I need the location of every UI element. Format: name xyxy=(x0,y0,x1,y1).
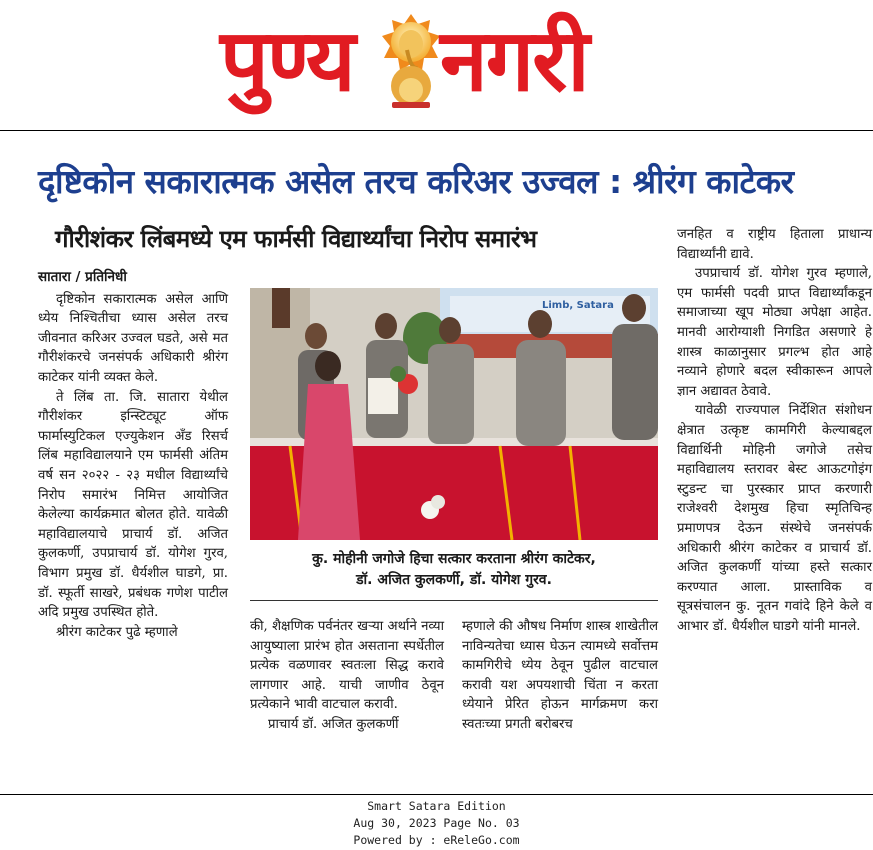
masthead-divider xyxy=(0,130,873,131)
paragraph: उपप्राचार्य डॉ. योगेश गुरव म्हणाले, एम फार्मसी पदवी प्राप्त विद्यार्थ्यांकडून समाजाच्या खूप मोठ्या अपेक्षा आहेत. मानवी आरोग्याशी निगडित असणारे हे शास्त्र काळानुसार प्रगल्भ होत आहे नव्याने होणारे बदल स्वीकारून आपले ज्ञान अद्यावत ठेवावे. xyxy=(677,266,872,399)
photo-caption-line-2: डॉ. अजित कुलकर्णी, डॉ. योगेश गुरव. xyxy=(356,572,552,588)
paragraph: प्राचार्य डॉ. अजित कुलकर्णी xyxy=(268,716,399,732)
caption-divider xyxy=(250,600,658,601)
paragraph: ते लिंब ता. जि. सातारा येथील गौरीशंकर इन्स्टिट्यूट ऑफ फार्मास्युटिकल एज्युकेशन अँड रिसर्च लिंब महाविद्यालयाने एम फार्मसी अंतिम वर्ष सन २०२२ - २३ मधील विद्यार्थ्यांचे निरोप समारंभ निमित्त आयोजित केलेल्या कार्यक्रमात बोलत होते. यावेळी महाविद्यालयाचे प्राचार्य डॉ. अजित कुलकर्णी, उपप्राचार्य डॉ. योगेश गुरव, विभाग प्रमुख डॉ. धैर्यशील घाडगे, प्रा. डॉ. स्फूर्ती साखरे, प्रबंधक गणेश पाटील अदि प्रमुख उपस्थित होते. xyxy=(38,389,228,621)
banner-text: Limb, Satara xyxy=(542,300,614,311)
article-column-2 xyxy=(250,617,444,735)
paragraph: की, शैक्षणिक पर्वनंतर खऱ्या अर्थाने नव्या आयुष्याला प्रारंभ होत असताना स्पर्धेतील प्रत्येक वळणावर स्वतःला सिद्ध करावे लागणार आहे. याची जाणीव ठेवून प्रत्येकाने भावी वाटचाल करावी. xyxy=(250,619,444,713)
paragraph: यावेळी राज्यपाल निर्देशित संशोधन क्षेत्रात उत्कृष्ट कामगिरी केल्याबद्दल विद्यार्थिनी मोहिनी जगोजे तसेच महाविद्यालय स्तरावर बेस्ट आऊटगोइंग स्टुडन्ट चा पुरस्कार प्राप्त करणारी राजेश्वरी देशमुख हिचा स्मृतिचिन्ह प्रमाणपत्र देऊन संस्थेचे जनसंपर्क अधिकारी श्रीरंग काटेकर व प्राचार्य डॉ. अजित कुलकर्णी यांच्या हस्ते सत्कार करण्यात आला. प्रास्ताविक व सूत्रसंचालन कु. नूतन गवांदे हिने केले व आभार डॉ. धैर्यशील घाडगे यांनी मानले. xyxy=(677,403,872,634)
logo-text-left: पुण्य xyxy=(220,11,354,111)
event-photo xyxy=(250,288,658,540)
ganesha-logo-icon xyxy=(378,10,444,110)
dateline: सातारा / प्रतिनिधी xyxy=(38,269,127,285)
paragraph: श्रीरंग काटेकर पुढे म्हणाले xyxy=(56,624,178,640)
paragraph: म्हणाले की औषध निर्माण शास्त्र शाखेतील नाविन्यतेचा ध्यास घेऊन त्यामध्ये सर्वोत्तम कामगिरीचे ध्येय ठेवून पुढील वाटचाल करावी यश अपयशाची चिंता न करता ध्येयाने प्रेरित होऊन मार्गक्रमण करा स्वतःच्या प्रगती बरोबरच xyxy=(462,619,659,732)
photo-caption xyxy=(250,549,658,591)
page-footer xyxy=(0,798,873,849)
article-column-1 xyxy=(38,268,228,642)
masthead xyxy=(0,0,873,126)
article-headline: दृष्टिकोन सकारात्मक असेल तरच करिअर उज्वल : श्रीरंग काटेकर xyxy=(38,162,794,201)
paragraph: दृष्टिकोन सकारात्मक असेल आणि ध्येय निश्चितीचा ध्यास असेल तरच जीवनात करिअर उज्वल घडते, असे मत गौरीशंकरचे जनसंपर्क अधिकारी श्रीरंग काटेकर यांनी व्यक्त केले. xyxy=(38,291,228,385)
article-subheadline: गौरीशंकर लिंबमध्ये एम फार्मसी विद्यार्थ्यांचा निरोप समारंभ xyxy=(55,225,537,253)
event-photo-illustration xyxy=(250,288,658,540)
date-page-label: Aug 30, 2023 Page No. 03 xyxy=(353,816,520,830)
article-column-4 xyxy=(677,225,872,636)
footer-divider xyxy=(0,794,873,795)
article-column-3 xyxy=(462,617,658,735)
logo-text-right: नगरी xyxy=(440,11,588,111)
photo-caption-line-1: कु. मोहीनी जगोजे हिचा सत्कार करताना श्रीरंग काटेकर, xyxy=(312,551,596,567)
powered-by-label: Powered by : eReleGo.com xyxy=(353,833,520,847)
paragraph: जनहित व राष्ट्रीय हिताला प्राधान्य विद्यार्थ्यांनी द्यावे. xyxy=(677,227,872,262)
edition-label: Smart Satara Edition xyxy=(367,799,506,813)
